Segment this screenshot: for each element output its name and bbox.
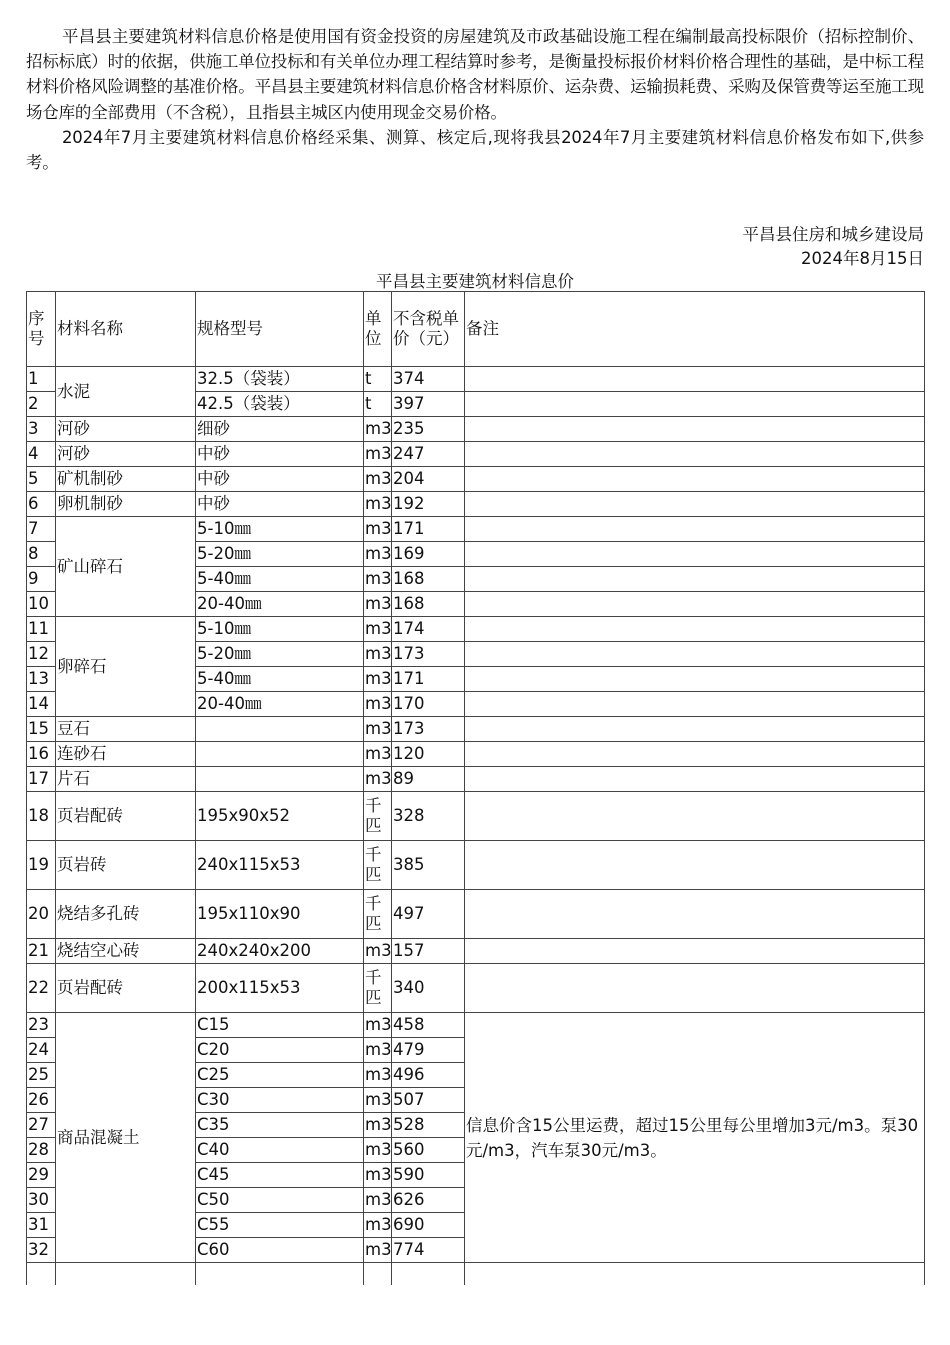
cell-remark — [465, 692, 925, 717]
table-row — [27, 964, 925, 1013]
cell-remark — [465, 417, 925, 442]
cell-remark — [465, 517, 925, 542]
cell-material-name: 页岩配砖 — [56, 792, 196, 841]
cell-spec: C15 — [196, 1013, 364, 1038]
cell-spec: C60 — [196, 1238, 364, 1263]
cell-seq: 24 — [27, 1038, 56, 1063]
cell-unit: m3 — [364, 1113, 392, 1138]
cell-unit: m3 — [364, 517, 392, 542]
cell-spec: C35 — [196, 1113, 364, 1138]
cell-unit: m3 — [364, 1213, 392, 1238]
cell-price: 496 — [392, 1063, 465, 1088]
cell-spec: 32.5（袋装） — [196, 367, 364, 392]
cell-spec — [196, 717, 364, 742]
cell-price: 397 — [392, 392, 465, 417]
cell-seq: 12 — [27, 642, 56, 667]
cell-spec: C20 — [196, 1038, 364, 1063]
cell-seq: 8 — [27, 542, 56, 567]
cell-seq: 1 — [27, 367, 56, 392]
cell-unit: m3 — [364, 742, 392, 767]
cell-remark — [465, 617, 925, 642]
table-row — [27, 939, 925, 964]
cell-remark — [465, 567, 925, 592]
cell-seq: 28 — [27, 1138, 56, 1163]
cell-material-name: 豆石 — [56, 717, 196, 742]
cell-seq: 14 — [27, 692, 56, 717]
cell-spec: 5-40㎜ — [196, 567, 364, 592]
cell-spec: 细砂 — [196, 417, 364, 442]
cell-material-name: 页岩配砖 — [56, 964, 196, 1013]
cell-material-name: 卵碎石 — [56, 617, 196, 717]
cell-seq: 7 — [27, 517, 56, 542]
cell-spec: 195x90x52 — [196, 792, 364, 841]
cell-empty — [27, 1263, 56, 1285]
intro-paragraph-1: 平昌县主要建筑材料信息价格是使用国有资金投资的房屋建筑及市政基础设施工程在编制最高投标限价（招标控制价、招标标底）时的依据，供施工单位投标和有关单位办理工程结算时参考，是衡量投标报价材料价格合理性的基础，是中标工程材料价格风险调整的基准价格。平昌县主要建筑材料信息价格含材料原价、运杂费、运输损耗费、采购及保管费等运至施工现场仓库的全部费用（不含税），且指县主城区内使用现金交易价格。 — [26, 27, 924, 122]
cell-remark — [465, 442, 925, 467]
cell-unit: m3 — [364, 492, 392, 517]
cell-price: 174 — [392, 617, 465, 642]
cell-unit: m3 — [364, 939, 392, 964]
cell-remark — [465, 964, 925, 1013]
cell-seq: 2 — [27, 392, 56, 417]
cell-seq: 29 — [27, 1163, 56, 1188]
cell-price: 171 — [392, 517, 465, 542]
cell-price: 340 — [392, 964, 465, 1013]
table-header-row — [27, 292, 925, 367]
cell-remark — [465, 939, 925, 964]
cell-price: 328 — [392, 792, 465, 841]
cell-spec — [196, 767, 364, 792]
header-remark: 备注 — [465, 292, 925, 367]
cell-remark — [465, 667, 925, 692]
cell-spec — [196, 742, 364, 767]
cell-unit: m3 — [364, 1013, 392, 1038]
cell-material-name: 烧结空心砖 — [56, 939, 196, 964]
cell-empty — [465, 1263, 925, 1285]
cell-price: 590 — [392, 1163, 465, 1188]
cell-price: 173 — [392, 642, 465, 667]
cell-material-name: 卵机制砂 — [56, 492, 196, 517]
cell-unit: 千匹 — [364, 841, 392, 890]
table-row-empty — [27, 1263, 925, 1285]
cell-remark — [465, 841, 925, 890]
cell-price: 497 — [392, 890, 465, 939]
cell-unit: m3 — [364, 417, 392, 442]
cell-seq: 11 — [27, 617, 56, 642]
cell-price: 774 — [392, 1238, 465, 1263]
cell-unit: m3 — [364, 1138, 392, 1163]
cell-seq: 15 — [27, 717, 56, 742]
cell-unit: m3 — [364, 692, 392, 717]
cell-remark — [465, 542, 925, 567]
cell-spec: 200x115x53 — [196, 964, 364, 1013]
cell-remark-concrete: 信息价含15公里运费，超过15公里每公里增加3元/m3。泵30元/m3，汽车泵30元/m3。 — [465, 1013, 925, 1263]
cell-unit: m3 — [364, 1063, 392, 1088]
cell-unit: m3 — [364, 1038, 392, 1063]
cell-spec: 5-40㎜ — [196, 667, 364, 692]
cell-unit: m3 — [364, 1088, 392, 1113]
cell-remark — [465, 392, 925, 417]
cell-price: 479 — [392, 1038, 465, 1063]
cell-seq: 13 — [27, 667, 56, 692]
cell-spec: C55 — [196, 1213, 364, 1238]
cell-remark — [465, 367, 925, 392]
cell-seq: 31 — [27, 1213, 56, 1238]
table-row — [27, 367, 925, 392]
cell-unit: m3 — [364, 1188, 392, 1213]
cell-price: 169 — [392, 542, 465, 567]
cell-price: 507 — [392, 1088, 465, 1113]
cell-spec: 20-40㎜ — [196, 692, 364, 717]
cell-seq: 23 — [27, 1013, 56, 1038]
cell-price: 157 — [392, 939, 465, 964]
cell-material-name: 商品混凝土 — [56, 1013, 196, 1263]
cell-material-name: 连砂石 — [56, 742, 196, 767]
cell-unit: m3 — [364, 717, 392, 742]
cell-price: 374 — [392, 367, 465, 392]
cell-unit: m3 — [364, 467, 392, 492]
cell-unit: t — [364, 367, 392, 392]
cell-price: 458 — [392, 1013, 465, 1038]
cell-unit: t — [364, 392, 392, 417]
cell-material-name: 烧结多孔砖 — [56, 890, 196, 939]
cell-seq: 25 — [27, 1063, 56, 1088]
cell-remark — [465, 792, 925, 841]
cell-unit: m3 — [364, 667, 392, 692]
table-row — [27, 442, 925, 467]
cell-empty — [196, 1263, 364, 1285]
header-seq: 序号 — [27, 292, 56, 367]
cell-seq: 9 — [27, 567, 56, 592]
cell-seq: 6 — [27, 492, 56, 517]
header-unit: 单位 — [364, 292, 392, 367]
cell-spec: C50 — [196, 1188, 364, 1213]
cell-unit: 千匹 — [364, 792, 392, 841]
cell-spec: 240x115x53 — [196, 841, 364, 890]
cell-unit: 千匹 — [364, 890, 392, 939]
cell-spec: 20-40㎜ — [196, 592, 364, 617]
table-row — [27, 492, 925, 517]
intro-paragraph-2: 2024年7月主要建筑材料信息价格经采集、测算、核定后,现将我县2024年7月主要建筑材料信息价格发布如下,供参考。 — [26, 127, 924, 173]
cell-seq: 17 — [27, 767, 56, 792]
cell-spec: 5-10㎜ — [196, 617, 364, 642]
cell-material-name: 页岩砖 — [56, 841, 196, 890]
cell-seq: 27 — [27, 1113, 56, 1138]
table-row — [27, 717, 925, 742]
cell-price: 192 — [392, 492, 465, 517]
cell-price: 173 — [392, 717, 465, 742]
cell-unit: m3 — [364, 1163, 392, 1188]
price-table — [26, 291, 925, 1285]
cell-seq: 16 — [27, 742, 56, 767]
cell-spec: C45 — [196, 1163, 364, 1188]
cell-remark — [465, 592, 925, 617]
cell-price: 204 — [392, 467, 465, 492]
cell-remark — [465, 742, 925, 767]
table-row — [27, 767, 925, 792]
cell-spec: 240x240x200 — [196, 939, 364, 964]
cell-material-name: 水泥 — [56, 367, 196, 417]
intro-text — [26, 24, 924, 175]
cell-price: 247 — [392, 442, 465, 467]
cell-price: 171 — [392, 667, 465, 692]
cell-price: 170 — [392, 692, 465, 717]
cell-price: 528 — [392, 1113, 465, 1138]
cell-remark — [465, 467, 925, 492]
header-name: 材料名称 — [56, 292, 196, 367]
cell-unit: m3 — [364, 1238, 392, 1263]
cell-spec: 5-20㎜ — [196, 642, 364, 667]
cell-seq: 5 — [27, 467, 56, 492]
cell-seq: 21 — [27, 939, 56, 964]
cell-seq: 26 — [27, 1088, 56, 1113]
cell-spec: 中砂 — [196, 442, 364, 467]
table-row — [27, 517, 925, 542]
cell-price: 168 — [392, 592, 465, 617]
cell-spec: 195x110x90 — [196, 890, 364, 939]
cell-unit: m3 — [364, 442, 392, 467]
cell-unit: m3 — [364, 567, 392, 592]
table-row — [27, 617, 925, 642]
table-title: 平昌县主要建筑材料信息价 — [376, 272, 574, 291]
cell-price: 385 — [392, 841, 465, 890]
cell-unit: m3 — [364, 642, 392, 667]
cell-spec: C40 — [196, 1138, 364, 1163]
cell-seq: 4 — [27, 442, 56, 467]
cell-empty — [364, 1263, 392, 1285]
cell-seq: 20 — [27, 890, 56, 939]
cell-spec: C25 — [196, 1063, 364, 1088]
cell-seq: 3 — [27, 417, 56, 442]
issuing-organization: 平昌县住房和城乡建设局 — [742, 225, 924, 244]
cell-remark — [465, 717, 925, 742]
cell-seq: 18 — [27, 792, 56, 841]
cell-price: 168 — [392, 567, 465, 592]
cell-empty — [392, 1263, 465, 1285]
cell-seq: 10 — [27, 592, 56, 617]
cell-material-name: 片石 — [56, 767, 196, 792]
table-row — [27, 841, 925, 890]
cell-material-name: 矿机制砂 — [56, 467, 196, 492]
table-row — [27, 467, 925, 492]
cell-remark — [465, 767, 925, 792]
cell-seq: 32 — [27, 1238, 56, 1263]
cell-unit: m3 — [364, 542, 392, 567]
cell-spec: 中砂 — [196, 492, 364, 517]
cell-remark — [465, 642, 925, 667]
cell-price: 89 — [392, 767, 465, 792]
cell-price: 235 — [392, 417, 465, 442]
cell-spec: 5-20㎜ — [196, 542, 364, 567]
header-price: 不含税单价（元） — [392, 292, 465, 367]
cell-remark — [465, 492, 925, 517]
cell-unit: m3 — [364, 617, 392, 642]
cell-price: 690 — [392, 1213, 465, 1238]
cell-material-name: 河砂 — [56, 442, 196, 467]
cell-spec: 中砂 — [196, 467, 364, 492]
cell-price: 560 — [392, 1138, 465, 1163]
issue-date: 2024年8月15日 — [801, 249, 924, 268]
cell-price: 626 — [392, 1188, 465, 1213]
cell-seq: 22 — [27, 964, 56, 1013]
cell-material-name: 矿山碎石 — [56, 517, 196, 617]
table-row — [27, 1013, 925, 1038]
cell-spec: 5-10㎜ — [196, 517, 364, 542]
table-row — [27, 742, 925, 767]
cell-empty — [56, 1263, 196, 1285]
header-spec: 规格型号 — [196, 292, 364, 367]
cell-remark — [465, 890, 925, 939]
table-row — [27, 890, 925, 939]
cell-price: 120 — [392, 742, 465, 767]
cell-seq: 19 — [27, 841, 56, 890]
cell-spec: 42.5（袋装） — [196, 392, 364, 417]
cell-unit: 千匹 — [364, 964, 392, 1013]
cell-unit: m3 — [364, 592, 392, 617]
table-row — [27, 792, 925, 841]
cell-spec: C30 — [196, 1088, 364, 1113]
cell-seq: 30 — [27, 1188, 56, 1213]
cell-unit: m3 — [364, 767, 392, 792]
table-row — [27, 417, 925, 442]
cell-material-name: 河砂 — [56, 417, 196, 442]
